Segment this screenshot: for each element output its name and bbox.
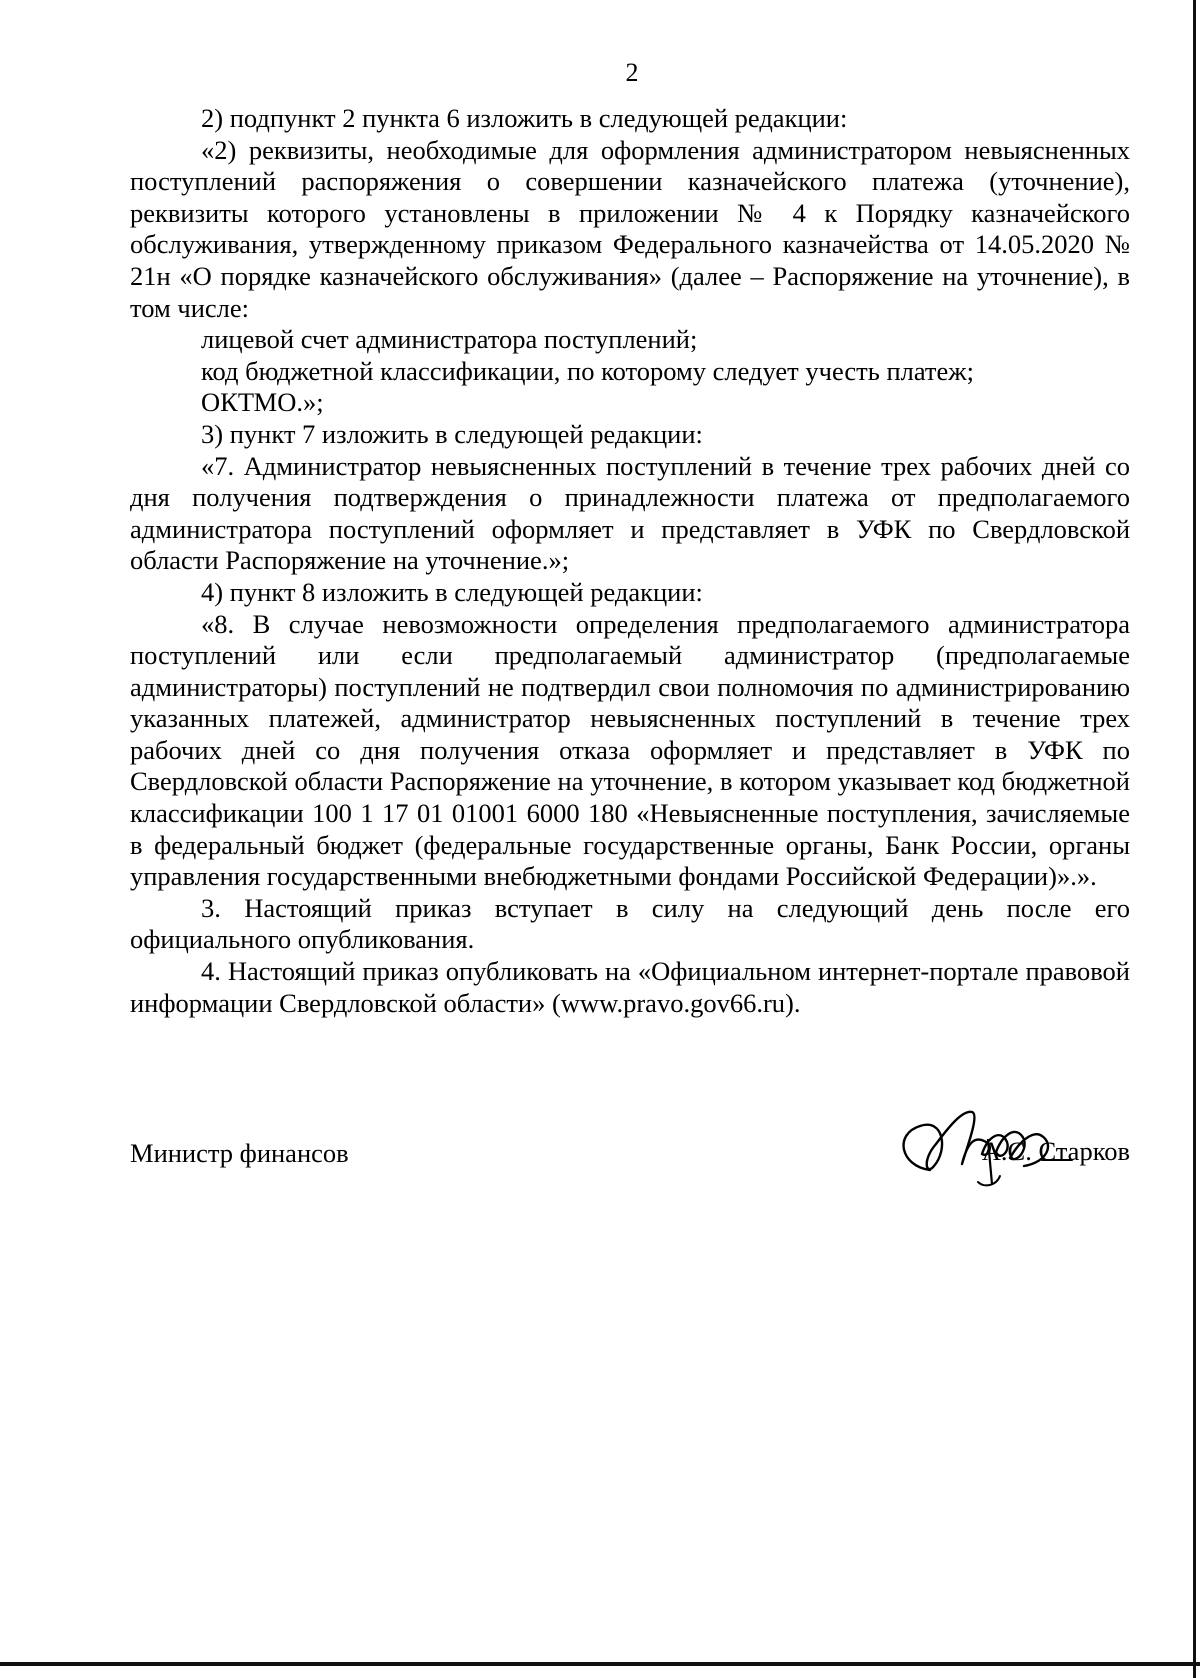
page-number: 2 [625,58,639,87]
paragraph-amendment-4-text: «8. В случае невозможности определения предполагаемого администратора поступлений или если предполагаемый администратор (предполагаемые администраторы) поступлений не подтвердил свои полномочия по администрированию указанных платежей, администратор невыясненных поступлений в течение трех рабочих дней со дня получения отказа оформляет и представляет в УФК по Свердловской области Распоряжение на уточнение, в котором указывает код бюджетной классификации 100 1 17 01 01001 6000 180 «Невыясненные поступления, зачисляемые в федеральный бюджет (федеральные государственные органы, Банк России, органы управления государственными внебюджетными фондами Российской Федерации)».». [130,608,1130,892]
paragraph-amendment-3-heading: 3) пункт 7 изложить в следующей редакции: [201,418,703,449]
signature-block [130,1100,1130,1190]
paragraph-amendment-2-heading: 2) подпункт 2 пункта 6 изложить в следующей редакции: [201,103,848,133]
paragraph-list-item-account: лицевой счет администратора поступлений; [201,324,698,355]
paragraph-amendment-3-text: «7. Администратор невыясненных поступлений в течение трех рабочих дней со дня получения подтверждения о принадлежности платежа от предполагаемого администратора поступлений оформляет и представляет в УФК по Свердловской области Распоряжение на уточнение.»; [130,450,1130,576]
paragraph-clause-4: 4. Настоящий приказ опубликовать на «Официальном интернет-портале правовой информации Свердловской области» (www.pravo.gov66.ru). [130,956,1130,1018]
paragraph-list-item-kbk: код бюджетной классификации, по которому следует учесть платеж; [201,355,974,386]
paragraph-amendment-2-text: «2) реквизиты, необходимые для оформления администратором невыясненных поступлений распоряжения о совершении казначейского платежа (уточнение), реквизиты которого установлены в приложении № 4 к Порядку казначейского обслуживания, утвержденному приказом Федерального казначейства от 14.05.2020 № 21н «О порядке казначейского обслуживания» (далее – Распоряжение на уточнение), в том числе: [130,134,1130,323]
scan-edge-right [1193,0,1196,1678]
document-body [130,103,1130,1019]
paragraph-amendment-4-heading: 4) пункт 8 изложить в следующей редакции: [201,576,703,607]
scan-edge-bottom [0,1662,1200,1666]
paragraph-clause-3: 3. Настоящий приказ вступает в силу на следующий день после его официального опубликования. [130,892,1130,955]
paragraph-list-item-oktmo: ОКТМО.»; [201,387,324,418]
signatory-name: А.С. Старков [981,1136,1130,1166]
signatory-position: Министр финансов [130,1138,349,1168]
